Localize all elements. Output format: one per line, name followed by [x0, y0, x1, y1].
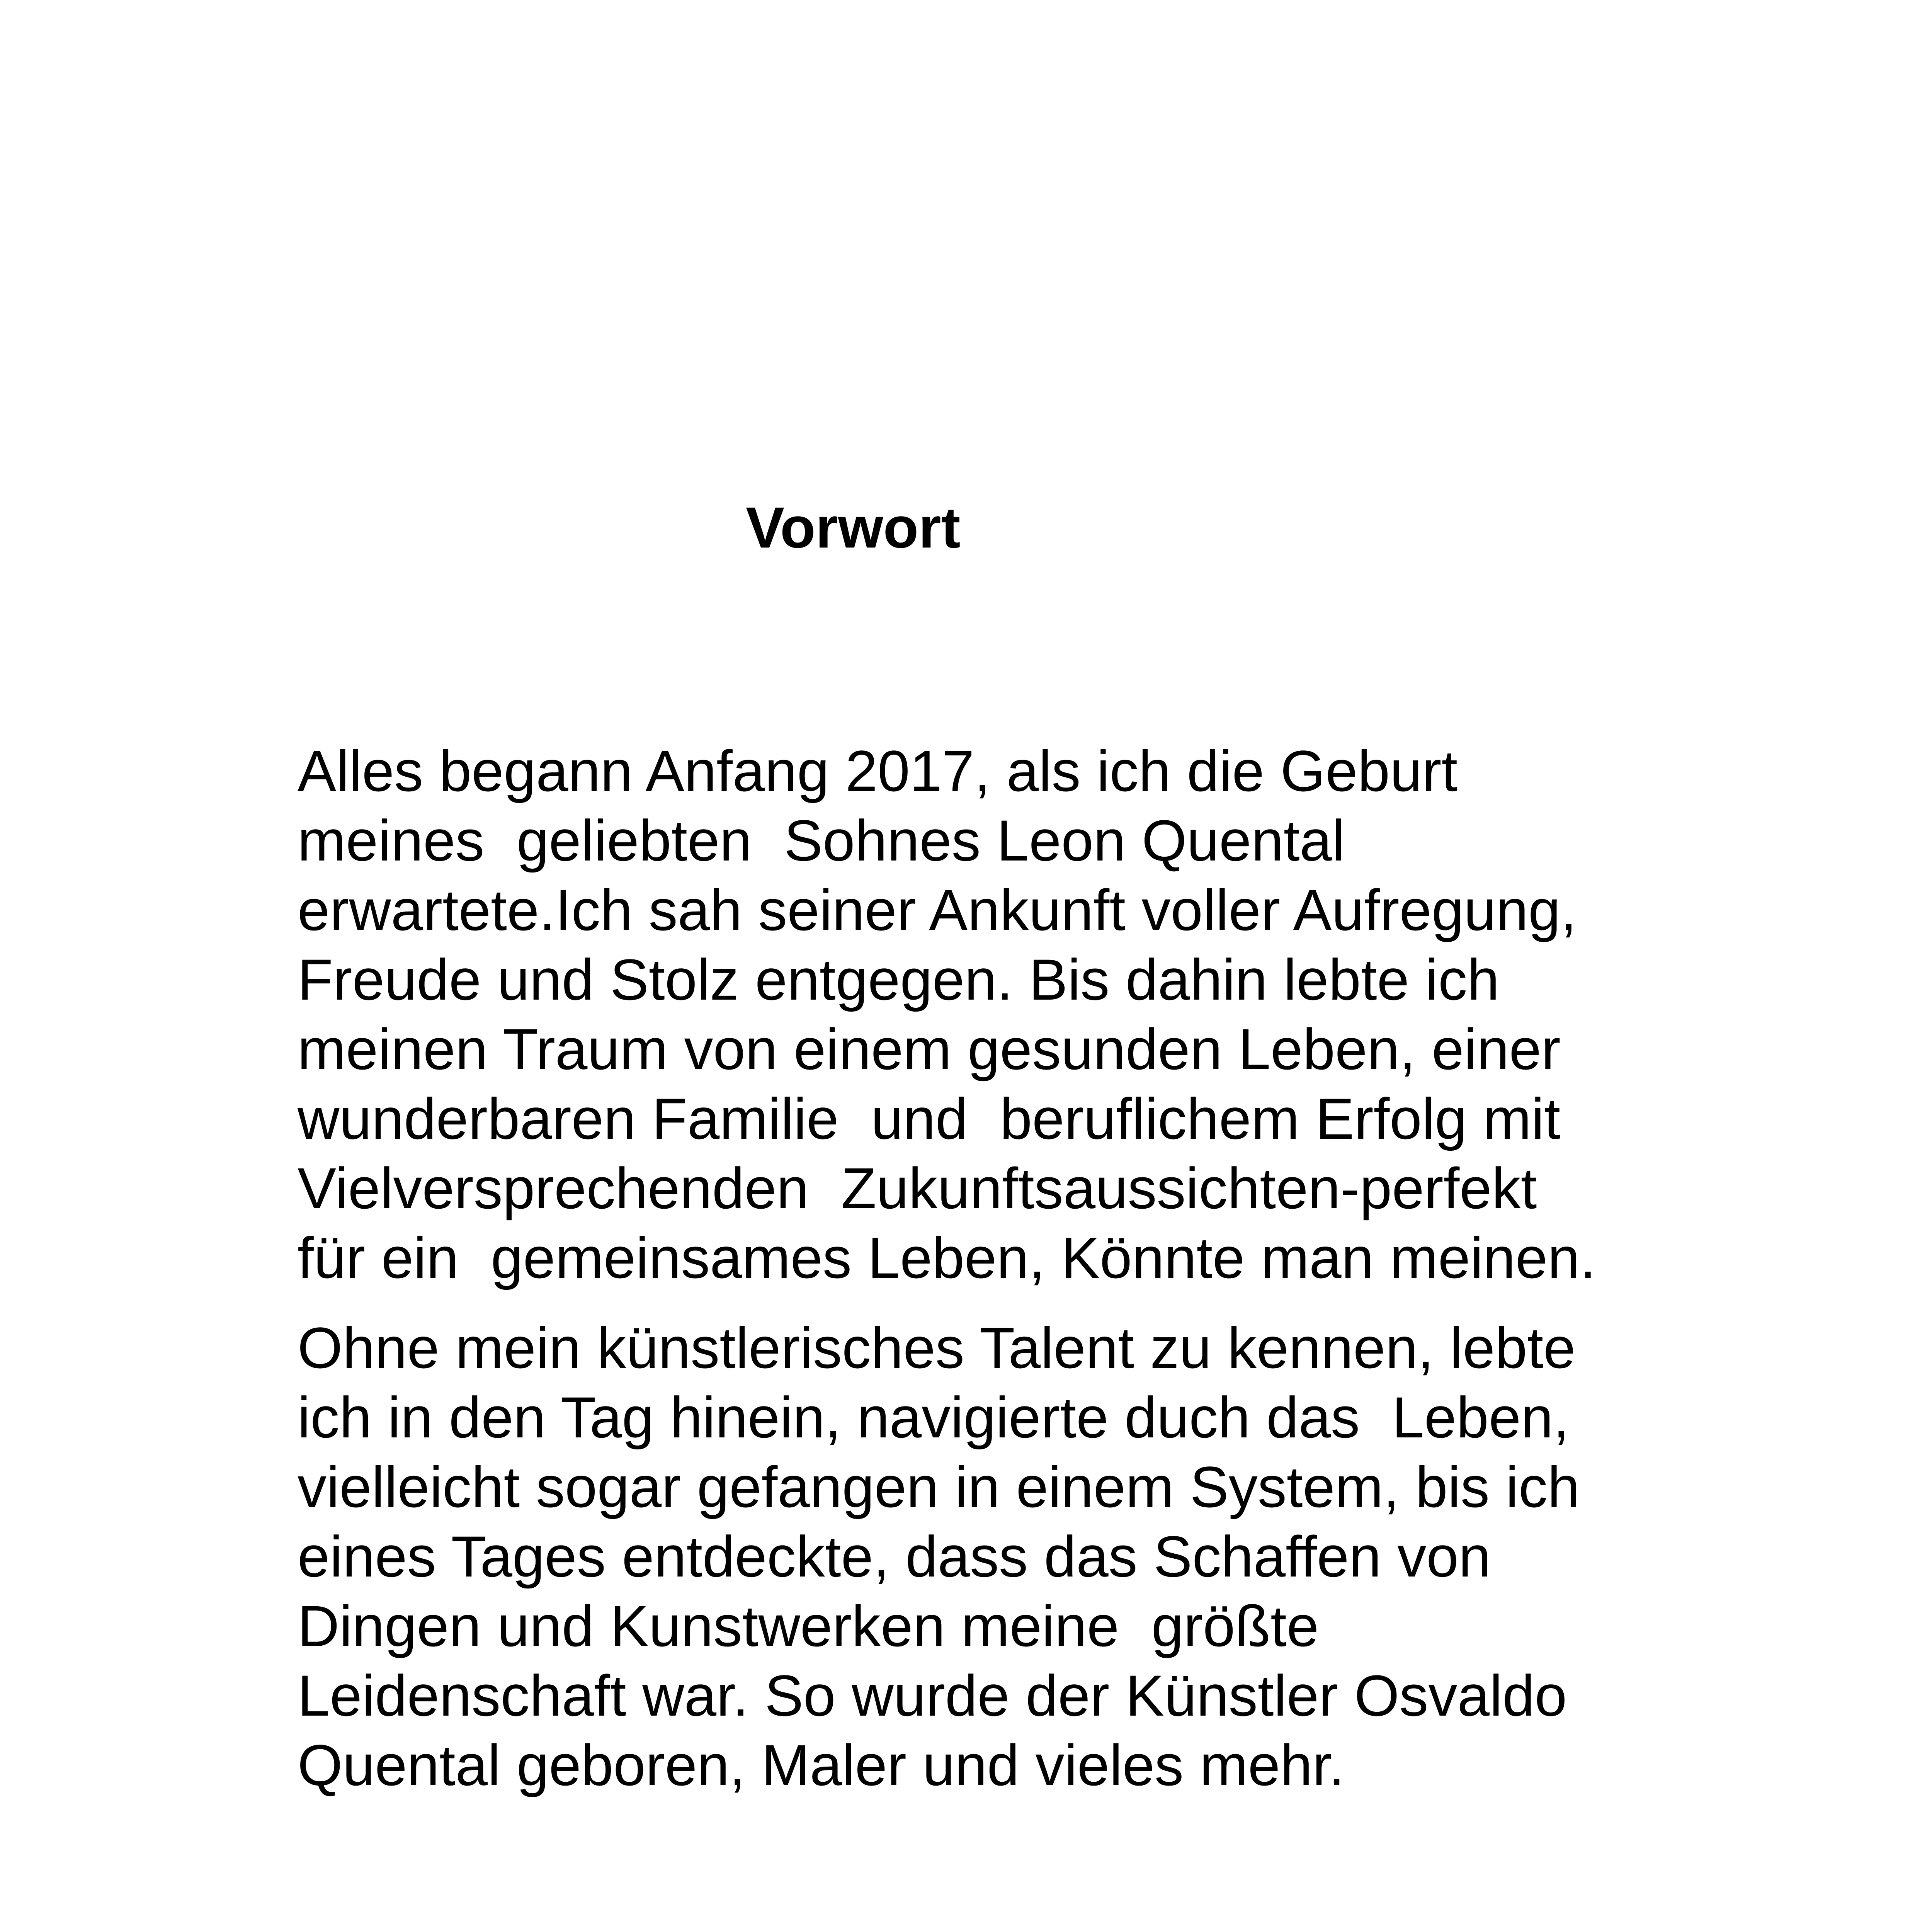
- paragraph-2: [298, 1313, 1804, 1800]
- text-line: meinen Traum von einem gesunden Leben, einer: [298, 1017, 1561, 1082]
- text-line: Ohne mein künstlerisches Talent zu kennen, lebte: [298, 1315, 1576, 1380]
- text-line: Vielversprechenden Zukunftsaussichten-perfekt: [298, 1156, 1537, 1221]
- text-line: für ein gemeinsames Leben, Könnte man meinen.: [298, 1225, 1596, 1290]
- text-line: erwartete.Ich sah seiner Ankunft voller Aufregung,: [298, 878, 1577, 942]
- text-line: meines geliebten Sohnes Leon Quental: [298, 808, 1345, 873]
- paragraph-1: [298, 736, 1804, 1293]
- text-line: Freude und Stolz entgegen. Bis dahin lebte ich: [298, 947, 1500, 1012]
- page-title: Vorwort: [746, 495, 961, 560]
- text-line: Dingen und Kunstwerken meine größte: [298, 1594, 1319, 1658]
- text-line: wunderbaren Familie und beruflichem Erfolg mit: [298, 1086, 1561, 1151]
- text-line: Leidenschaft war. So wurde der Künstler Osvaldo: [298, 1663, 1567, 1728]
- text-line: Quental geboren, Maler und vieles mehr.: [298, 1733, 1345, 1798]
- body-text: [298, 736, 1804, 1800]
- text-line: vielleicht sogar gefangen in einem System, bis ich: [298, 1454, 1580, 1519]
- text-line: eines Tages entdeckte, dass das Schaffen von: [298, 1524, 1491, 1589]
- text-line: Alles begann Anfang 2017, als ich die Geburt: [298, 738, 1458, 803]
- text-line: ich in den Tag hinein, navigierte duch das Leben,: [298, 1385, 1570, 1450]
